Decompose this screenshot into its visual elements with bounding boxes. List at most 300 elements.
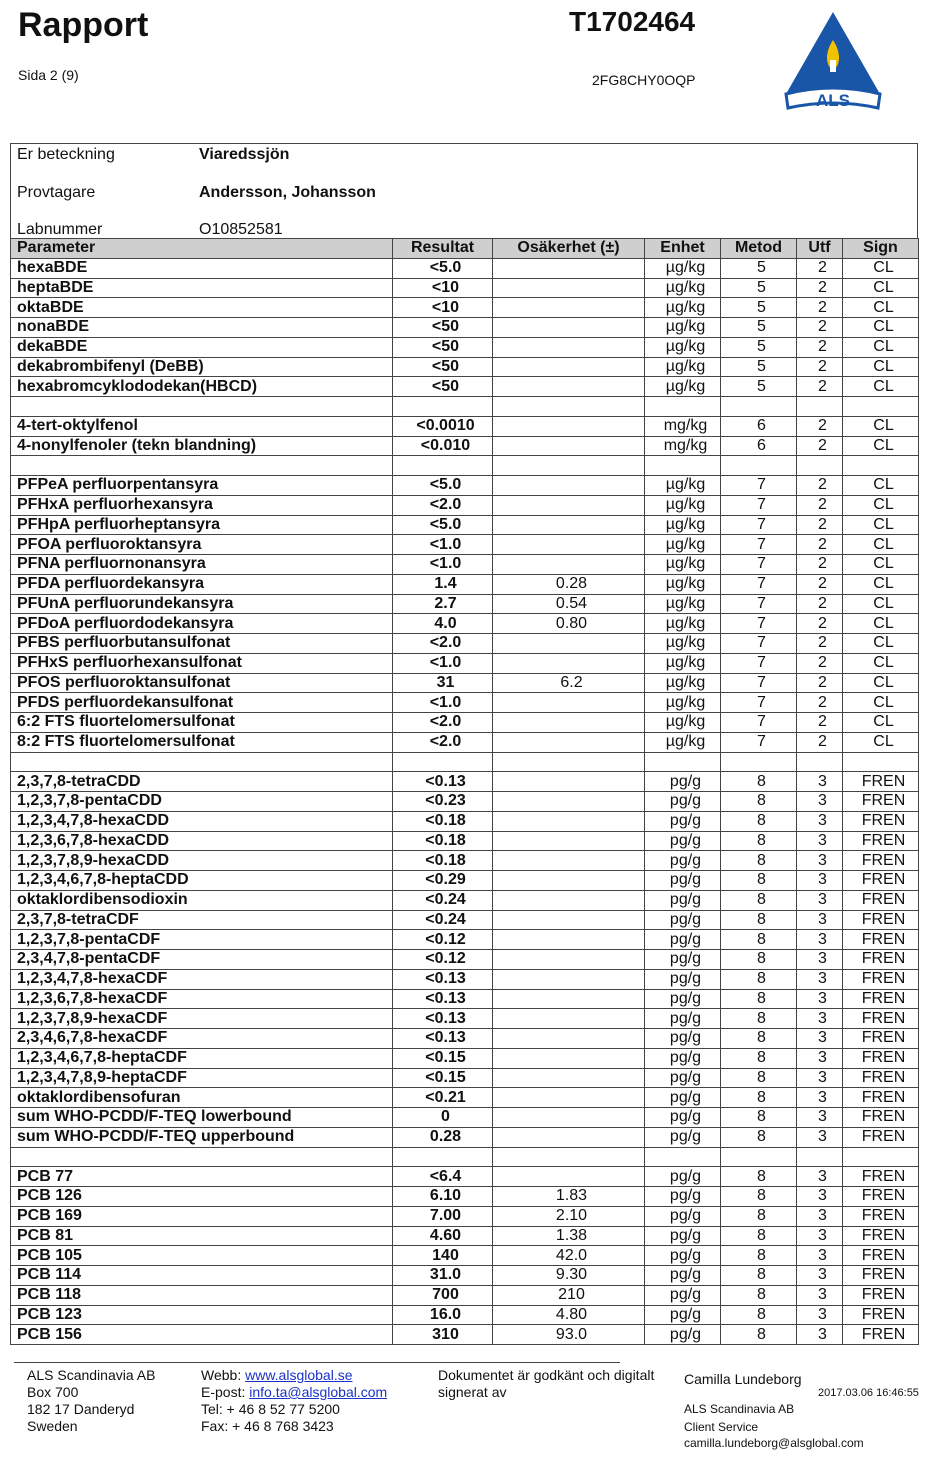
- result-cell: <2.0: [393, 732, 493, 752]
- email-line: [201, 1384, 387, 1401]
- sign-cell: FREN: [843, 1029, 919, 1049]
- utf-cell: 2: [797, 555, 843, 575]
- method-cell: 8: [721, 1048, 797, 1068]
- result-cell: <0.12: [393, 950, 493, 970]
- method-cell: 8: [721, 930, 797, 950]
- result-cell: <0.15: [393, 1048, 493, 1068]
- sign-cell: FREN: [843, 1187, 919, 1207]
- uncertainty-cell: 0.28: [493, 574, 645, 594]
- unit-cell: pg/g: [645, 1009, 721, 1029]
- unit-cell: pg/g: [645, 851, 721, 871]
- utf-cell: 3: [797, 1127, 843, 1147]
- unit-cell: µg/kg: [645, 594, 721, 614]
- unit-cell: pg/g: [645, 792, 721, 812]
- table-row: [11, 357, 919, 377]
- uncertainty-cell: [493, 713, 645, 733]
- utf-cell: 2: [797, 318, 843, 338]
- sign-cell: CL: [843, 535, 919, 555]
- method-cell: 7: [721, 574, 797, 594]
- uncertainty-cell: [493, 258, 645, 278]
- utf-cell: 2: [797, 337, 843, 357]
- utf-cell: 3: [797, 1009, 843, 1029]
- info-er-beteckning: [17, 146, 289, 164]
- uncertainty-cell: 6.2: [493, 673, 645, 693]
- uncertainty-cell: [493, 1167, 645, 1187]
- table-row: [11, 318, 919, 338]
- sign-cell: FREN: [843, 1226, 919, 1246]
- table-row: [11, 1325, 919, 1345]
- method-cell: 8: [721, 811, 797, 831]
- utf-cell: 2: [797, 634, 843, 654]
- sign-cell: CL: [843, 574, 919, 594]
- result-cell: <1.0: [393, 555, 493, 575]
- table-row: [11, 851, 919, 871]
- parameter-cell: 8:2 FTS fluortelomersulfonat: [11, 732, 393, 752]
- table-row: [11, 910, 919, 930]
- method-cell: 8: [721, 910, 797, 930]
- result-cell: <5.0: [393, 258, 493, 278]
- method-cell: 8: [721, 792, 797, 812]
- table-row: [11, 495, 919, 515]
- parameter-cell: 2,3,4,7,8-pentaCDF: [11, 950, 393, 970]
- parameter-cell: hexabromcyklododekan(HBCD): [11, 377, 393, 397]
- uncertainty-cell: [493, 910, 645, 930]
- table-row: [11, 1009, 919, 1029]
- sign-cell: CL: [843, 713, 919, 733]
- method-cell: 6: [721, 416, 797, 436]
- utf-cell: 3: [797, 1167, 843, 1187]
- parameter-cell: dekabrombifenyl (DeBB): [11, 357, 393, 377]
- parameter-cell: 6:2 FTS fluortelomersulfonat: [11, 713, 393, 733]
- method-cell: [721, 1147, 797, 1167]
- result-cell: 7.00: [393, 1206, 493, 1226]
- parameter-cell: 2,3,7,8-tetraCDF: [11, 910, 393, 930]
- unit-cell: [645, 456, 721, 476]
- sign-cell: FREN: [843, 1127, 919, 1147]
- parameter-cell: 1,2,3,6,7,8-hexaCDF: [11, 989, 393, 1009]
- unit-cell: µg/kg: [645, 377, 721, 397]
- uncertainty-cell: [493, 1088, 645, 1108]
- uncertainty-cell: [493, 456, 645, 476]
- unit-cell: µg/kg: [645, 318, 721, 338]
- table-header-row: [11, 239, 919, 259]
- result-cell: <0.13: [393, 969, 493, 989]
- utf-cell: 3: [797, 772, 843, 792]
- utf-cell: 3: [797, 1325, 843, 1345]
- uncertainty-cell: [493, 1068, 645, 1088]
- unit-cell: mg/kg: [645, 416, 721, 436]
- utf-cell: 3: [797, 1246, 843, 1266]
- uncertainty-cell: 9.30: [493, 1266, 645, 1286]
- method-cell: 7: [721, 535, 797, 555]
- parameter-cell: PCB 105: [11, 1246, 393, 1266]
- parameter-cell: PCB 114: [11, 1266, 393, 1286]
- unit-cell: µg/kg: [645, 653, 721, 673]
- sample-info-box: [10, 143, 918, 238]
- result-cell: <0.010: [393, 436, 493, 456]
- utf-cell: 2: [797, 653, 843, 673]
- parameter-cell: PCB 156: [11, 1325, 393, 1345]
- spacer-row: [11, 752, 919, 772]
- sign-cell: FREN: [843, 871, 919, 891]
- result-cell: <0.13: [393, 1009, 493, 1029]
- table-row: [11, 732, 919, 752]
- table-row: [11, 1048, 919, 1068]
- utf-cell: 2: [797, 278, 843, 298]
- utf-cell: 2: [797, 594, 843, 614]
- utf-cell: 3: [797, 910, 843, 930]
- method-cell: 8: [721, 871, 797, 891]
- unit-cell: µg/kg: [645, 278, 721, 298]
- info-label: Provtagare: [17, 184, 96, 201]
- result-cell: <0.13: [393, 989, 493, 1009]
- result-cell: <0.24: [393, 890, 493, 910]
- email-link[interactable]: info.ta@alsglobal.com: [249, 1384, 388, 1400]
- method-cell: 8: [721, 1127, 797, 1147]
- uncertainty-cell: [493, 337, 645, 357]
- table-row: [11, 377, 919, 397]
- uncertainty-cell: 4.80: [493, 1305, 645, 1325]
- parameter-cell: PFHxS perfluorhexansulfonat: [11, 653, 393, 673]
- method-cell: 7: [721, 594, 797, 614]
- method-cell: 6: [721, 436, 797, 456]
- method-cell: 7: [721, 732, 797, 752]
- sign-cell: FREN: [843, 831, 919, 851]
- unit-cell: pg/g: [645, 1266, 721, 1286]
- method-cell: 8: [721, 969, 797, 989]
- sign-cell: FREN: [843, 772, 919, 792]
- utf-cell: 3: [797, 1285, 843, 1305]
- uncertainty-cell: [493, 752, 645, 772]
- unit-cell: pg/g: [645, 772, 721, 792]
- unit-cell: pg/g: [645, 989, 721, 1009]
- sign-cell: CL: [843, 298, 919, 318]
- address-line: ALS Scandinavia AB: [27, 1367, 156, 1383]
- parameter-cell: 1,2,3,4,7,8,9-heptaCDF: [11, 1068, 393, 1088]
- parameter-cell: 2,3,4,6,7,8-hexaCDF: [11, 1029, 393, 1049]
- sign-cell: [843, 1147, 919, 1167]
- utf-cell: 3: [797, 1206, 843, 1226]
- parameter-cell: PFOS perfluoroktansulfonat: [11, 673, 393, 693]
- sign-cell: FREN: [843, 1009, 919, 1029]
- utf-cell: 3: [797, 1187, 843, 1207]
- method-cell: 8: [721, 1068, 797, 1088]
- result-cell: <1.0: [393, 693, 493, 713]
- uncertainty-cell: 0.54: [493, 594, 645, 614]
- sign-cell: FREN: [843, 910, 919, 930]
- uncertainty-cell: 42.0: [493, 1246, 645, 1266]
- uncertainty-cell: [493, 495, 645, 515]
- result-cell: <2.0: [393, 495, 493, 515]
- sign-cell: CL: [843, 258, 919, 278]
- parameter-cell: heptaBDE: [11, 278, 393, 298]
- sign-cell: CL: [843, 693, 919, 713]
- uncertainty-cell: [493, 436, 645, 456]
- utf-cell: 2: [797, 515, 843, 535]
- parameter-cell: [11, 456, 393, 476]
- result-cell: 140: [393, 1246, 493, 1266]
- result-cell: [393, 456, 493, 476]
- sign-cell: FREN: [843, 930, 919, 950]
- footer-signed-note: [438, 1367, 654, 1401]
- table-row: [11, 298, 919, 318]
- result-cell: 0.28: [393, 1127, 493, 1147]
- sign-cell: CL: [843, 278, 919, 298]
- signed-text: signerat av: [438, 1384, 507, 1400]
- sign-cell: FREN: [843, 1068, 919, 1088]
- parameter-cell: PFHpA perfluorheptansyra: [11, 515, 393, 535]
- sign-cell: CL: [843, 673, 919, 693]
- unit-cell: µg/kg: [645, 693, 721, 713]
- sign-cell: FREN: [843, 1048, 919, 1068]
- utf-cell: 3: [797, 811, 843, 831]
- spacer-row: [11, 456, 919, 476]
- parameter-cell: PFHxA perfluorhexansyra: [11, 495, 393, 515]
- sign-cell: FREN: [843, 811, 919, 831]
- table-row: [11, 555, 919, 575]
- result-cell: <6.4: [393, 1167, 493, 1187]
- unit-cell: pg/g: [645, 831, 721, 851]
- unit-cell: pg/g: [645, 1305, 721, 1325]
- table-row: [11, 1246, 919, 1266]
- sign-cell: CL: [843, 357, 919, 377]
- utf-cell: [797, 1147, 843, 1167]
- parameter-cell: oktaklordibensofuran: [11, 1088, 393, 1108]
- table-body: [11, 258, 919, 1344]
- uncertainty-cell: [493, 989, 645, 1009]
- result-cell: <0.29: [393, 871, 493, 891]
- unit-cell: µg/kg: [645, 555, 721, 575]
- fax-line: Fax: + 46 8 768 3423: [201, 1418, 334, 1434]
- table-row: [11, 950, 919, 970]
- parameter-cell: PFUnA perfluorundekansyra: [11, 594, 393, 614]
- utf-cell: 2: [797, 732, 843, 752]
- uncertainty-cell: 93.0: [493, 1325, 645, 1345]
- sign-cell: FREN: [843, 792, 919, 812]
- method-cell: 7: [721, 555, 797, 575]
- table-row: [11, 1206, 919, 1226]
- parameter-cell: sum WHO-PCDD/F-TEQ lowerbound: [11, 1108, 393, 1128]
- result-cell: <50: [393, 357, 493, 377]
- parameter-cell: 2,3,7,8-tetraCDD: [11, 772, 393, 792]
- utf-cell: 2: [797, 416, 843, 436]
- table-row: [11, 1068, 919, 1088]
- parameter-cell: PFOA perfluoroktansyra: [11, 535, 393, 555]
- uncertainty-cell: 2.10: [493, 1206, 645, 1226]
- unit-cell: pg/g: [645, 1127, 721, 1147]
- utf-cell: 3: [797, 969, 843, 989]
- table-row: [11, 1127, 919, 1147]
- uncertainty-cell: [493, 515, 645, 535]
- uncertainty-cell: [493, 871, 645, 891]
- sign-cell: FREN: [843, 1246, 919, 1266]
- table-row: [11, 831, 919, 851]
- unit-cell: µg/kg: [645, 535, 721, 555]
- spacer-row: [11, 1147, 919, 1167]
- unit-cell: pg/g: [645, 871, 721, 891]
- table-row: [11, 1285, 919, 1305]
- unit-cell: pg/g: [645, 1187, 721, 1207]
- method-cell: 8: [721, 1009, 797, 1029]
- utf-cell: 3: [797, 1048, 843, 1068]
- table-row: [11, 614, 919, 634]
- parameter-cell: 1,2,3,7,8-pentaCDD: [11, 792, 393, 812]
- web-label: Webb:: [201, 1367, 246, 1383]
- uncertainty-cell: [493, 634, 645, 654]
- method-cell: 8: [721, 1029, 797, 1049]
- table-row: [11, 337, 919, 357]
- sign-cell: FREN: [843, 950, 919, 970]
- info-provtagare: [17, 184, 376, 202]
- utf-cell: [797, 752, 843, 772]
- sign-cell: FREN: [843, 1206, 919, 1226]
- column-header: Parameter: [11, 239, 393, 259]
- unit-cell: pg/g: [645, 1325, 721, 1345]
- result-cell: 31: [393, 673, 493, 693]
- signed-date: 2017.03.06 16:46:55: [818, 1387, 919, 1399]
- sign-cell: [843, 752, 919, 772]
- sign-cell: CL: [843, 555, 919, 575]
- utf-cell: 3: [797, 871, 843, 891]
- parameter-cell: PFBS perfluorbutansulfonat: [11, 634, 393, 654]
- uncertainty-cell: [493, 693, 645, 713]
- parameter-cell: [11, 1147, 393, 1167]
- uncertainty-cell: [493, 792, 645, 812]
- utf-cell: 3: [797, 1226, 843, 1246]
- table-row: [11, 1088, 919, 1108]
- method-cell: 8: [721, 1226, 797, 1246]
- result-cell: <0.12: [393, 930, 493, 950]
- uncertainty-cell: [493, 950, 645, 970]
- unit-cell: µg/kg: [645, 634, 721, 654]
- web-link[interactable]: www.alsglobal.se: [245, 1367, 353, 1383]
- address-line: 182 17 Danderyd: [27, 1401, 135, 1417]
- method-cell: 5: [721, 318, 797, 338]
- result-cell: 310: [393, 1325, 493, 1345]
- utf-cell: 3: [797, 950, 843, 970]
- result-cell: <0.21: [393, 1088, 493, 1108]
- column-header: Utf: [797, 239, 843, 259]
- parameter-cell: PCB 123: [11, 1305, 393, 1325]
- utf-cell: 3: [797, 890, 843, 910]
- parameter-cell: PFNA perfluornonansyra: [11, 555, 393, 575]
- result-cell: <2.0: [393, 634, 493, 654]
- uncertainty-cell: [493, 555, 645, 575]
- uncertainty-cell: [493, 1108, 645, 1128]
- utf-cell: 3: [797, 1108, 843, 1128]
- sign-cell: FREN: [843, 1088, 919, 1108]
- parameter-cell: PCB 81: [11, 1226, 393, 1246]
- utf-cell: 3: [797, 851, 843, 871]
- parameter-cell: [11, 752, 393, 772]
- method-cell: 7: [721, 495, 797, 515]
- table-row: [11, 772, 919, 792]
- sign-cell: FREN: [843, 969, 919, 989]
- result-cell: <1.0: [393, 653, 493, 673]
- uncertainty-cell: 210: [493, 1285, 645, 1305]
- utf-cell: 3: [797, 1088, 843, 1108]
- email-label: E-post:: [201, 1384, 250, 1400]
- table-row: [11, 535, 919, 555]
- parameter-cell: 1,2,3,7,8,9-hexaCDF: [11, 1009, 393, 1029]
- address-line: Box 700: [27, 1384, 79, 1400]
- result-cell: [393, 397, 493, 417]
- uncertainty-cell: [493, 278, 645, 298]
- results-table: [10, 238, 919, 1345]
- phone-line: Tel: + 46 8 52 77 5200: [201, 1401, 340, 1417]
- utf-cell: 3: [797, 930, 843, 950]
- unit-cell: pg/g: [645, 1206, 721, 1226]
- utf-cell: 2: [797, 614, 843, 634]
- unit-cell: pg/g: [645, 1068, 721, 1088]
- column-header: Osäkerhet (±): [493, 239, 645, 259]
- sign-cell: [843, 456, 919, 476]
- parameter-cell: nonaBDE: [11, 318, 393, 338]
- method-cell: 8: [721, 1088, 797, 1108]
- result-cell: 2.7: [393, 594, 493, 614]
- unit-cell: µg/kg: [645, 574, 721, 594]
- result-cell: <0.18: [393, 831, 493, 851]
- sign-cell: CL: [843, 495, 919, 515]
- utf-cell: 3: [797, 989, 843, 1009]
- table-row: [11, 989, 919, 1009]
- column-header: Metod: [721, 239, 797, 259]
- unit-cell: pg/g: [645, 1285, 721, 1305]
- method-cell: 8: [721, 890, 797, 910]
- uncertainty-cell: 1.83: [493, 1187, 645, 1207]
- unit-cell: [645, 397, 721, 417]
- sign-cell: CL: [843, 318, 919, 338]
- unit-cell: pg/g: [645, 811, 721, 831]
- sign-cell: FREN: [843, 1285, 919, 1305]
- parameter-cell: PCB 77: [11, 1167, 393, 1187]
- table-row: [11, 653, 919, 673]
- parameter-cell: 4-tert-oktylfenol: [11, 416, 393, 436]
- method-cell: 8: [721, 1108, 797, 1128]
- footer-divider: [14, 1362, 620, 1363]
- signer-name: Camilla Lundeborg: [684, 1371, 802, 1387]
- method-cell: 5: [721, 278, 797, 298]
- method-cell: 8: [721, 831, 797, 851]
- column-header: Enhet: [645, 239, 721, 259]
- result-cell: <50: [393, 337, 493, 357]
- signed-text: Dokumentet är godkänt och digitalt: [438, 1367, 655, 1383]
- result-cell: <10: [393, 298, 493, 318]
- method-cell: 7: [721, 693, 797, 713]
- parameter-cell: PFDA perfluordekansyra: [11, 574, 393, 594]
- utf-cell: 2: [797, 495, 843, 515]
- method-cell: 8: [721, 989, 797, 1009]
- utf-cell: 2: [797, 574, 843, 594]
- table-row: [11, 890, 919, 910]
- table-row: [11, 634, 919, 654]
- uncertainty-cell: [493, 831, 645, 851]
- table-row: [11, 574, 919, 594]
- utf-cell: 3: [797, 1305, 843, 1325]
- parameter-cell: 1,2,3,4,7,8-hexaCDF: [11, 969, 393, 989]
- uncertainty-cell: [493, 298, 645, 318]
- unit-cell: µg/kg: [645, 495, 721, 515]
- sign-cell: CL: [843, 732, 919, 752]
- uncertainty-cell: [493, 732, 645, 752]
- info-label: Er beteckning: [17, 146, 115, 163]
- sign-cell: CL: [843, 416, 919, 436]
- unit-cell: pg/g: [645, 1108, 721, 1128]
- method-cell: 7: [721, 673, 797, 693]
- parameter-cell: sum WHO-PCDD/F-TEQ upperbound: [11, 1127, 393, 1147]
- web-line: [201, 1367, 387, 1384]
- table-row: [11, 1029, 919, 1049]
